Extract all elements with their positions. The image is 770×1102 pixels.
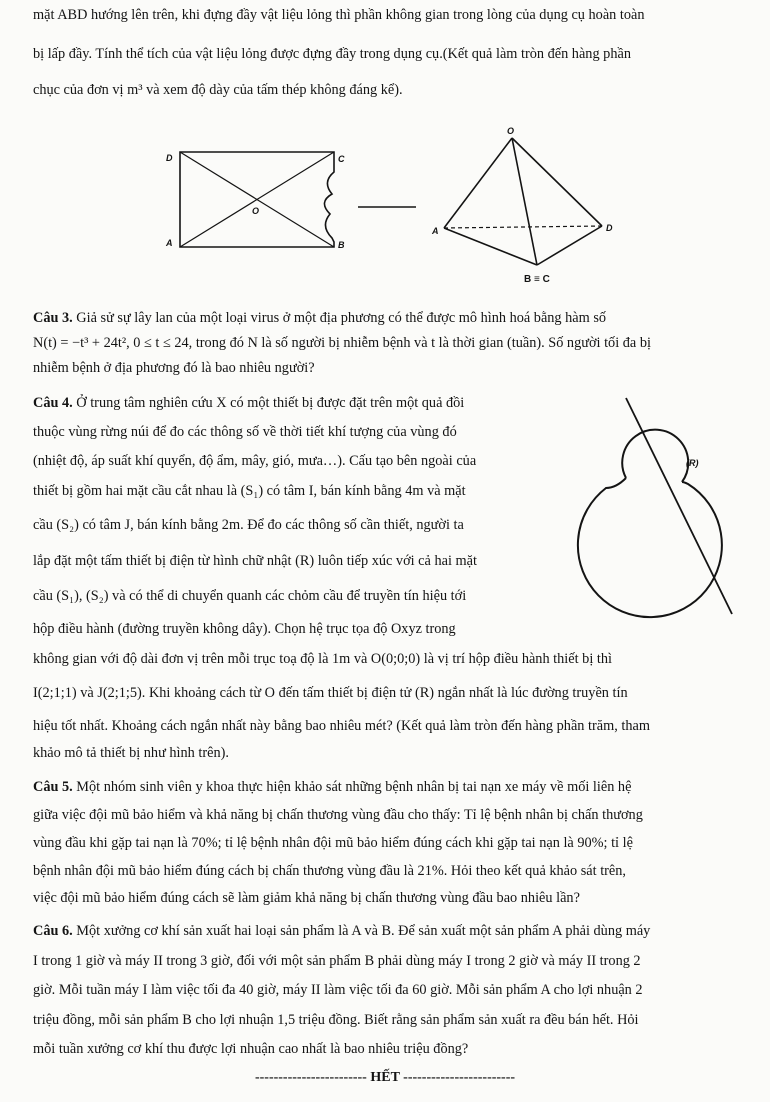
q4-line-12: khảo mô tả thiết bị như hình trên).: [33, 745, 229, 761]
end-marker: ------------------------ HẾT ------------------------: [254, 1070, 516, 1085]
q4-line-3: (nhiệt độ, áp suất khí quyển, độ ẩm, mây, gió, mưa…). Cấu tạo bên ngoài của: [33, 453, 477, 469]
rectangle-diagram: [180, 152, 334, 247]
intro-line-1: mặt ABD hướng lên trên, khi đựng đầy vật liệu lỏng thì phần không gian trong lòng của dụng cụ hoàn toàn: [33, 7, 645, 23]
q6-line-3: giờ. Mỗi tuần máy I làm việc tối đa 40 giờ, máy II làm việc tối đa 60 giờ. Mỗi sản phẩm A cho lợi nhuận 2: [33, 982, 643, 998]
q6-line-2: I trong 1 giờ và máy II trong 3 giờ, đối với một sản phẩm B phải dùng máy I trong 2 giờ và máy II trong 2: [33, 953, 641, 969]
q5-line-1: Câu 5. Một nhóm sinh viên y khoa thực hiện khảo sát những bệnh nhân bị tai nạn xe máy về mối liên hệ: [33, 779, 632, 795]
q6-line-4: triệu đồng, mỗi sản phẩm B cho lợi nhuận 1,5 triệu đồng. Biết rằng sản phẩm sản xuất ra đều bán hết. Hỏi: [33, 1012, 639, 1028]
label-tetra-BC: B ≡ C: [524, 274, 550, 285]
figure-rectangle-tetrahedron: [0, 110, 770, 290]
label-R: (R): [686, 458, 699, 468]
q4-line-4: thiết bị gồm hai mặt cầu cắt nhau là (S₁) có tâm I, bán kính bằng 4m và mặt: [33, 483, 466, 499]
q5-line-5: việc đội mũ bảo hiểm đúng cách sẽ làm giảm khả năng bị chấn thương vùng đầu bao nhiêu lần?: [33, 890, 580, 906]
q5-label: Câu 5.: [33, 779, 73, 795]
q4-line-2: thuộc vùng rừng núi để đo các thông số về thời tiết khí tượng của vùng đó: [33, 424, 457, 440]
q4-line-5: cầu (S₂) có tâm J, bán kính bằng 2m. Để đo các thông số cần thiết, người ta: [33, 517, 464, 533]
intro-line-2: bị lấp đầy. Tính thể tích của vật liệu lỏng được đựng đầy trong dụng cụ.(Kết quả làm tròn đến hàng phần: [33, 46, 631, 62]
tetrahedron-diagram: [444, 138, 602, 265]
q4-line-1: Câu 4. Ở trung tâm nghiên cứu X có một thiết bị được đặt trên một quả đồi: [33, 395, 465, 411]
q4-line-7: cầu (S₁), (S₂) và có thể di chuyển quanh các chỏm cầu để truyền tín hiệu tới: [33, 588, 467, 604]
figure-spheres-plate: [560, 392, 760, 632]
label-tetra-D: D: [606, 223, 613, 233]
q5-line-2: giữa việc đội mũ bảo hiểm và khả năng bị chấn thương vùng đầu cho thấy: Tỉ lệ bệnh nhân bị chấn thương: [33, 807, 643, 823]
q3-line-1: Câu 3. Giả sử sự lây lan của một loại virus ở một địa phương có thể được mô hình hoá bằng hàm số: [33, 310, 607, 326]
q3-label: Câu 3.: [33, 310, 73, 326]
q6-label: Câu 6.: [33, 923, 73, 939]
label-A: A: [166, 238, 173, 248]
label-B: B: [338, 240, 345, 250]
q4-line-9: không gian với độ dài đơn vị trên mỗi trục toạ độ là 1m và O(0;0;0) là vị trí hộp điều hành thiết bị thì: [33, 651, 612, 667]
q6-line-1: Câu 6. Một xưởng cơ khí sản xuất hai loại sản phẩm là A và B. Để sản xuất một sản phẩm A phải dùng máy: [33, 923, 651, 939]
q6-line-5: mỗi tuần xưởng cơ khí thu được lợi nhuận cao nhất là bao nhiêu triệu đồng?: [33, 1041, 469, 1057]
q3-line-3: nhiễm bệnh ở địa phương đó là bao nhiêu người?: [33, 360, 315, 376]
intro-line-3: chục của đơn vị m³ và xem độ dày của tấm thép không đáng kể).: [33, 82, 403, 98]
label-tetra-O: O: [507, 126, 515, 136]
label-O-center: O: [252, 206, 260, 216]
q4-line-10: I(2;1;1) và J(2;1;5). Khi khoảng cách từ O đến tấm thiết bị điện tử (R) ngắn nhất là lúc đường truyền tín: [33, 685, 628, 701]
label-tetra-A: A: [432, 226, 439, 236]
q3-line-2: N(t) = −t³ + 24t², 0 ≤ t ≤ 24, trong đó N là số người bị nhiễm bệnh và t là thời gian (tuần). Số người tối đa bị: [33, 335, 651, 351]
q4-label: Câu 4.: [33, 395, 73, 411]
q4-line-11: hiệu tốt nhất. Khoảng cách ngắn nhất này bằng bao nhiêu mét? (Kết quả làm tròn đến hàng phần trăm, tham: [33, 718, 650, 734]
label-C: C: [338, 154, 345, 164]
q5-line-4: bệnh nhân đội mũ bảo hiểm đúng cách bị chấn thương vùng đầu là 21%. Hỏi theo kết quả khảo sát trên,: [33, 863, 626, 879]
q4-line-8: hộp điều hành (đường truyền không dây). Chọn hệ trục tọa độ Oxyz trong: [33, 621, 456, 637]
q4-line-6: lắp đặt một tấm thiết bị điện từ hình chữ nhật (R) luôn tiếp xúc với cả hai mặt: [33, 553, 477, 569]
q5-line-3: vùng đầu khi gặp tai nạn là 70%; tỉ lệ bệnh nhân đội mũ bảo hiểm đúng cách khi gặp tai nạn là 90%; tỉ lệ: [33, 835, 633, 851]
label-D: D: [166, 153, 173, 163]
